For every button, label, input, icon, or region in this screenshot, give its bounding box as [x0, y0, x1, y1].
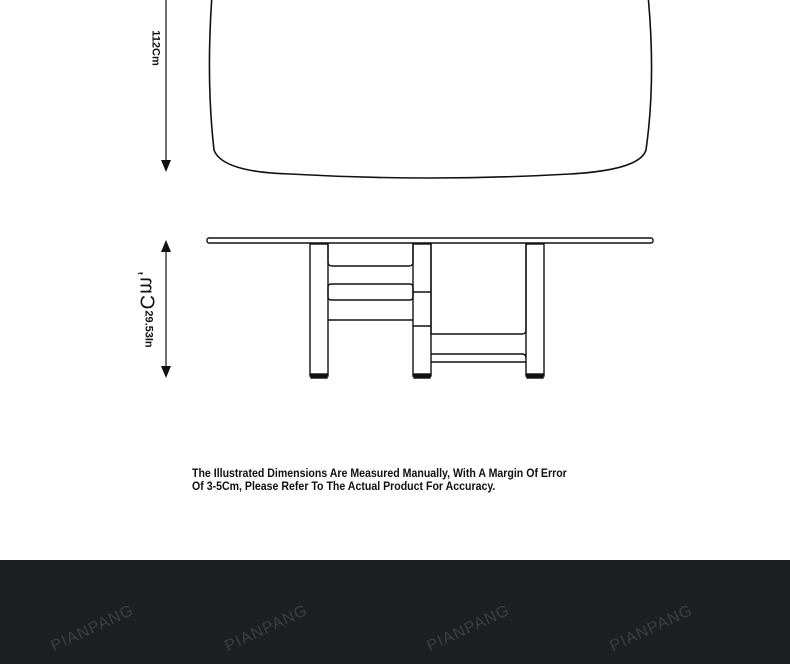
- height-dimension-arrow: [161, 240, 171, 378]
- note-line-2: Of 3-5Cm, Please Refer To The Actual Product For Accuracy.: [192, 481, 496, 493]
- watermark: PIANPANG: [48, 601, 137, 656]
- height-cm-label: Cm,: [135, 269, 158, 310]
- depth-dimension-label: 112Cm: [149, 30, 162, 66]
- tabletop-top-view: [209, 0, 651, 178]
- watermark: PIANPANG: [424, 601, 513, 656]
- measurement-note: [192, 468, 578, 494]
- depth-dimension-arrow: [161, 0, 171, 172]
- watermark: PIANPANG: [222, 601, 311, 656]
- note-line-1: The Illustrated Dimensions Are Measured Manually, With A Margin Of Error: [192, 468, 567, 480]
- table-base: [310, 244, 544, 378]
- height-inch-label: 29.53In: [142, 310, 155, 348]
- watermark: PIANPANG: [607, 601, 696, 656]
- tabletop-side-view: [207, 238, 653, 243]
